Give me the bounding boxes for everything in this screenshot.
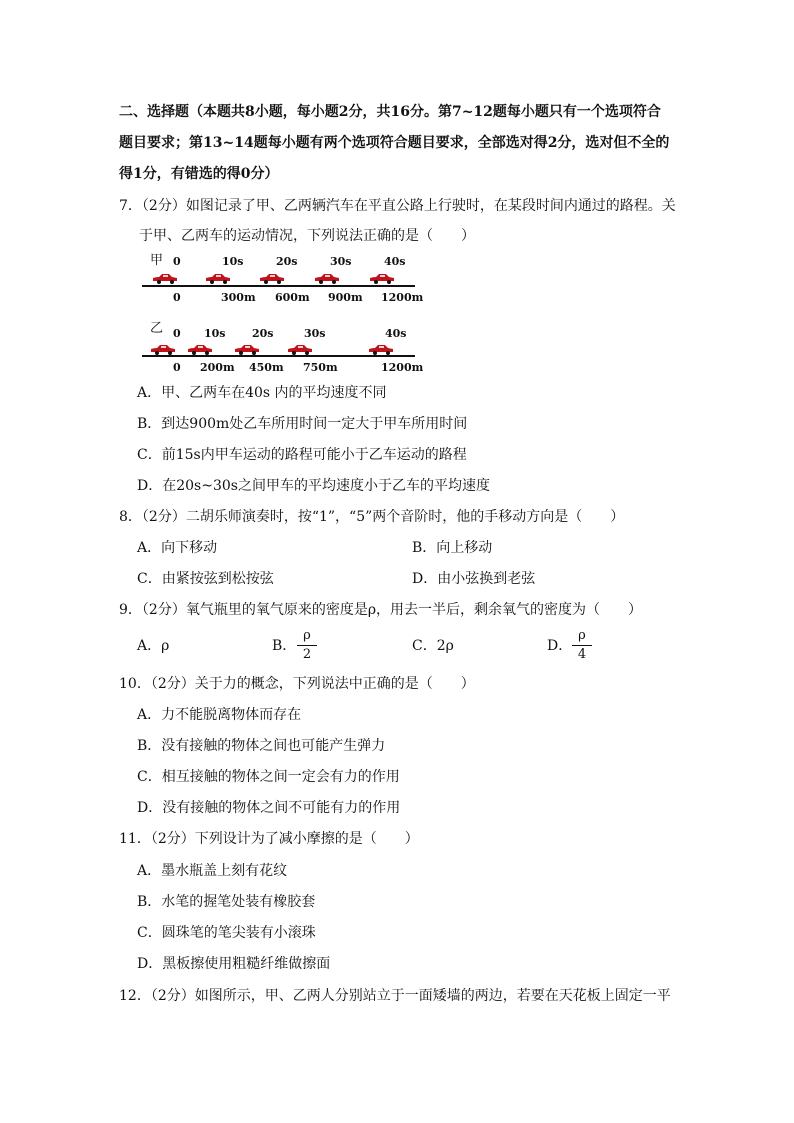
section-header-line-2: 题目要求；第13~14题每小题有两个选项符合题目要求，全部选对得2分，选对但不全的 bbox=[119, 135, 670, 151]
q8-option-c: C．由紧按弦到松按弦 bbox=[137, 571, 274, 587]
q9-option-c: C．2ρ bbox=[412, 638, 454, 654]
car-a-distance-0: 0 bbox=[173, 291, 181, 304]
car-b-distance-3: 750m bbox=[303, 361, 338, 374]
car-a-distance-1: 300m bbox=[221, 291, 256, 304]
q9-option-a: A．ρ bbox=[137, 638, 170, 654]
car-b-time-3: 30s bbox=[304, 327, 326, 340]
car-a-icon bbox=[369, 272, 395, 284]
q10-option-a: A．力不能脱离物体而存在 bbox=[137, 707, 302, 723]
q10-stem: 10．（2分）关于力的概念，下列说法中正确的是（ ） bbox=[119, 676, 475, 692]
q9-option-b-denominator: 2 bbox=[302, 647, 312, 662]
q7-option-b: B．到达900m处乙车所用时间一定大于甲车所用时间 bbox=[137, 416, 468, 432]
section-header-line-1: 二、选择题（本题共8小题，每小题2分，共16分。第7~12题每小题只有一个选项符合 bbox=[119, 104, 661, 120]
car-b-distance-1: 200m bbox=[200, 361, 235, 374]
q7-stem-line-2: 于甲、乙两车的运动情况，下列说法正确的是（ ） bbox=[139, 228, 475, 244]
q9-option-b-numerator: ρ bbox=[303, 628, 311, 643]
car-b-name: 乙 bbox=[150, 321, 164, 336]
car-a-icon bbox=[259, 272, 285, 284]
q8-option-a: A．向下移动 bbox=[137, 540, 218, 556]
car-a-distance-4: 1200m bbox=[381, 291, 424, 304]
q11-option-b: B．水笔的握笔处装有橡胶套 bbox=[137, 894, 316, 910]
car-b-time-0: 0 bbox=[173, 327, 181, 340]
car-b-time-2: 20s bbox=[252, 327, 274, 340]
road-b bbox=[142, 355, 415, 357]
car-a-time-4: 40s bbox=[384, 255, 406, 268]
car-a-time-1: 10s bbox=[222, 255, 244, 268]
car-b-time-1: 10s bbox=[204, 327, 226, 340]
q9-option-d-numerator: ρ bbox=[578, 628, 586, 643]
car-b-time-4: 40s bbox=[385, 327, 407, 340]
car-a-time-3: 30s bbox=[330, 255, 352, 268]
q7-option-c: C．前15s内甲车运动的路程可能小于乙车运动的路程 bbox=[137, 447, 467, 463]
q9-stem: 9．（2分）氧气瓶里的氧气原来的密度是ρ，用去一半后，剩余氧气的密度为（ ） bbox=[119, 602, 643, 618]
q8-option-b: B．向上移动 bbox=[412, 540, 493, 556]
q10-option-b: B．没有接触的物体之间也可能产生弹力 bbox=[137, 738, 386, 754]
q11-option-c: C．圆珠笔的笔尖装有小滚珠 bbox=[137, 925, 316, 941]
car-b-distance-2: 450m bbox=[249, 361, 284, 374]
car-b-icon bbox=[150, 343, 176, 355]
q11-option-d: D．黑板擦使用粗糙纤维做擦面 bbox=[137, 956, 331, 972]
section-header-line-3: 得1分，有错选的得0分） bbox=[119, 166, 279, 182]
section-header bbox=[119, 97, 679, 190]
q9-option-b-fraction bbox=[297, 628, 317, 663]
q9-option-b-label: B． bbox=[272, 638, 297, 654]
q10-option-d: D．没有接触的物体之间不可能有力的作用 bbox=[137, 800, 401, 816]
car-a-time-2: 20s bbox=[276, 255, 298, 268]
car-a-time-0: 0 bbox=[173, 255, 181, 268]
q12-stem: 12．（2分）如图所示，甲、乙两人分别站立于一面矮墙的两边，若要在天花板上固定一平 bbox=[119, 988, 671, 1004]
car-b-icon bbox=[368, 343, 394, 355]
q9-option-d-label: D． bbox=[547, 638, 573, 654]
q7-option-d: D．在20s~30s之间甲车的平均速度小于乙车的平均速度 bbox=[137, 478, 490, 494]
q7-option-a: A．甲、乙两车在40s 内的平均速度不同 bbox=[137, 385, 387, 401]
car-a-distance-2: 600m bbox=[275, 291, 310, 304]
car-b-distance-0: 0 bbox=[173, 361, 181, 374]
road-a bbox=[142, 285, 415, 287]
q10-option-c: C．相互接触的物体之间一定会有力的作用 bbox=[137, 769, 400, 785]
car-a-icon bbox=[314, 272, 340, 284]
car-a-name: 甲 bbox=[150, 253, 164, 268]
car-b-icon bbox=[187, 343, 213, 355]
car-a-icon bbox=[152, 272, 178, 284]
q7-stem-line-1: 7．（2分）如图记录了甲、乙两辆汽车在平直公路上行驶时，在某段时间内通过的路程。关 bbox=[119, 198, 676, 214]
car-b-icon bbox=[287, 343, 313, 355]
car-a-icon bbox=[205, 272, 231, 284]
car-a-distance-3: 900m bbox=[328, 291, 363, 304]
q9-option-d-fraction bbox=[572, 628, 592, 663]
q8-stem: 8．（2分）二胡乐师演奏时，按“1”，“5”两个音阶时，他的手移动方向是（ ） bbox=[119, 509, 625, 525]
car-b-distance-4: 1200m bbox=[381, 361, 424, 374]
car-b-icon bbox=[234, 343, 260, 355]
q9-option-d-denominator: 4 bbox=[577, 647, 587, 662]
q11-option-a: A．墨水瓶盖上刻有花纹 bbox=[137, 863, 288, 879]
q11-stem: 11．（2分）下列设计为了减小摩擦的是（ ） bbox=[119, 831, 419, 847]
q8-option-d: D．由小弦换到老弦 bbox=[412, 571, 536, 587]
